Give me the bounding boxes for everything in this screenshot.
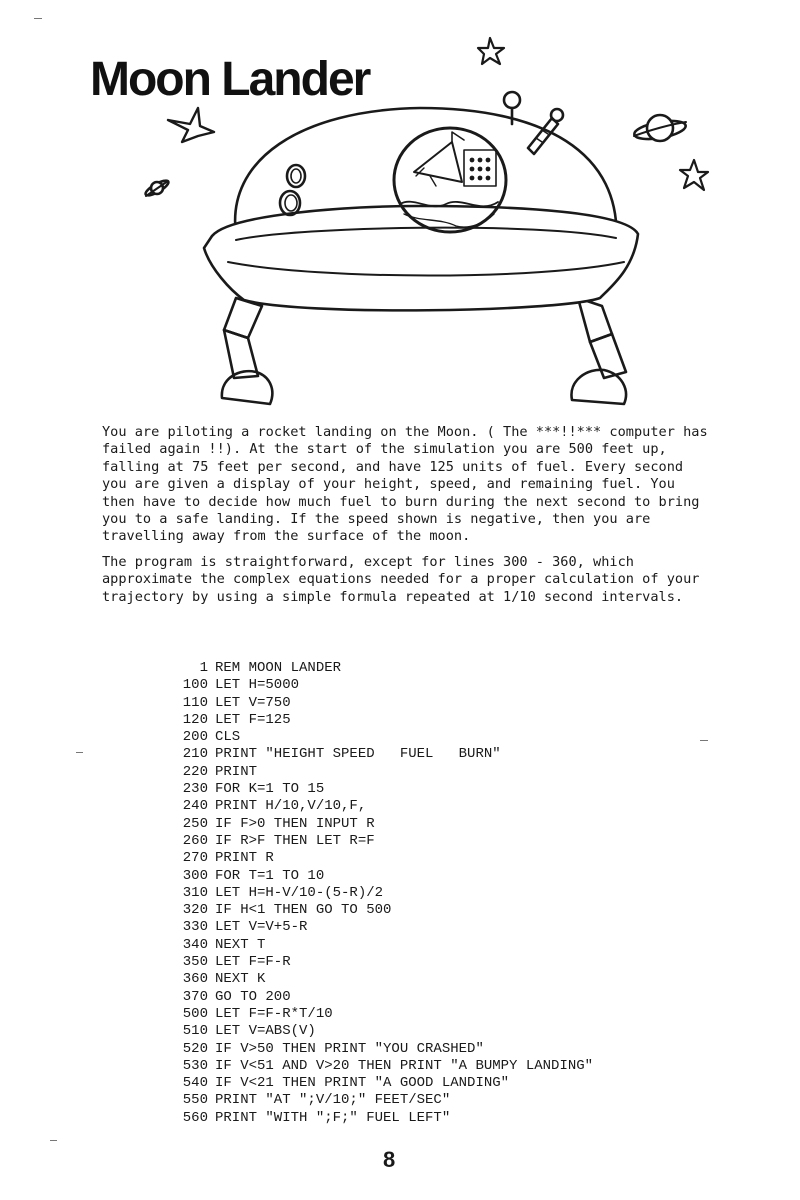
statement: LET V=750 xyxy=(215,694,291,711)
line-number: 240 xyxy=(182,798,208,815)
scan-mark xyxy=(76,752,83,753)
line-number: 100 xyxy=(182,677,208,694)
line-number: 310 xyxy=(182,884,208,901)
line-number: 230 xyxy=(182,781,208,798)
statement: PRINT "HEIGHT SPEED FUEL BURN" xyxy=(215,746,501,763)
line-number: 370 xyxy=(182,988,208,1005)
intro-text xyxy=(102,424,712,614)
code-line xyxy=(150,660,593,677)
line-number: 350 xyxy=(182,954,208,971)
code-line xyxy=(150,798,593,815)
statement: NEXT K xyxy=(215,971,266,988)
line-number: 360 xyxy=(182,971,208,988)
statement: NEXT T xyxy=(215,936,266,953)
statement: GO TO 200 xyxy=(215,988,291,1005)
line-number: 530 xyxy=(182,1057,208,1074)
code-line xyxy=(150,902,593,919)
statement: PRINT H/10,V/10,F, xyxy=(215,798,367,815)
statement: LET F=125 xyxy=(215,711,291,728)
intro-paragraph: The program is straightforward, except for lines 300 - 360, which approximate the complex equations needed for a proper calculation of your trajectory by using a simple formula repeated at 1/10 second intervals. xyxy=(102,553,700,605)
program-listing xyxy=(150,660,593,1127)
statement: LET F=F-R xyxy=(215,954,291,971)
code-line xyxy=(150,712,593,729)
code-line xyxy=(150,781,593,798)
code-line xyxy=(150,746,593,763)
scan-mark xyxy=(700,740,708,741)
page-number: 8 xyxy=(383,1147,396,1172)
code-line xyxy=(150,677,593,694)
statement: IF F>0 THEN INPUT R xyxy=(215,815,375,832)
left-leg xyxy=(222,298,272,404)
statement: IF V>50 THEN PRINT "YOU CRASHED" xyxy=(215,1040,484,1057)
line-number: 110 xyxy=(182,694,208,711)
line-number: 520 xyxy=(182,1040,208,1057)
right-leg xyxy=(571,298,626,404)
statement: LET H=5000 xyxy=(215,677,300,694)
statement: PRINT "AT ";V/10;" FEET/SEC" xyxy=(215,1092,451,1109)
statement: REM MOON LANDER xyxy=(215,660,342,676)
code-line xyxy=(150,1075,593,1092)
statement: PRINT xyxy=(215,763,258,780)
statement: CLS xyxy=(215,729,241,746)
line-number: 510 xyxy=(182,1023,208,1040)
statement: LET V=V+5-R xyxy=(215,919,308,936)
code-line xyxy=(150,695,593,712)
line-number: 560 xyxy=(182,1109,208,1126)
line-number: 550 xyxy=(182,1092,208,1109)
statement: IF R>F THEN LET R=F xyxy=(215,832,375,849)
code-line xyxy=(150,989,593,1006)
planet-right xyxy=(633,115,687,142)
code-line xyxy=(150,1058,593,1075)
code-line xyxy=(150,1041,593,1058)
code-line xyxy=(150,1092,593,1109)
statement: FOR T=1 TO 10 xyxy=(215,867,325,884)
line-number: 330 xyxy=(182,919,208,936)
statement: IF V<51 AND V>20 THEN PRINT "A BUMPY LANDING" xyxy=(215,1057,594,1074)
lander-illustration xyxy=(0,0,800,420)
star-right xyxy=(680,160,708,190)
statement: PRINT R xyxy=(215,850,274,867)
code-line xyxy=(150,1110,593,1127)
star-left xyxy=(168,108,214,142)
line-number: 270 xyxy=(182,850,208,867)
code-line xyxy=(150,885,593,902)
line-number: 540 xyxy=(182,1075,208,1092)
code-line xyxy=(150,1023,593,1040)
saucer-hull xyxy=(204,206,638,310)
code-line xyxy=(150,919,593,936)
line-number: 250 xyxy=(182,815,208,832)
line-number: 340 xyxy=(182,936,208,953)
statement: IF V<21 THEN PRINT "A GOOD LANDING" xyxy=(215,1075,510,1092)
statement: FOR K=1 TO 15 xyxy=(215,781,325,798)
statement: LET F=F-R*T/10 xyxy=(215,1005,333,1022)
code-line xyxy=(150,833,593,850)
code-line xyxy=(150,868,593,885)
line-number: 210 xyxy=(182,746,208,763)
line-number: 320 xyxy=(182,902,208,919)
page-title: Moon Lander xyxy=(90,53,370,106)
line-number: 260 xyxy=(182,832,208,849)
planet-left xyxy=(144,178,171,198)
code-line xyxy=(150,729,593,746)
line-number: 500 xyxy=(182,1005,208,1022)
line-number: 1 xyxy=(199,660,208,676)
code-line xyxy=(150,850,593,867)
code-line xyxy=(150,937,593,954)
star-top xyxy=(478,38,504,64)
scan-mark xyxy=(50,1140,57,1141)
statement: LET V=ABS(V) xyxy=(215,1023,316,1040)
code-line xyxy=(150,971,593,988)
statement: PRINT "WITH ";F;" FUEL LEFT" xyxy=(215,1109,451,1126)
line-number: 300 xyxy=(182,867,208,884)
code-line xyxy=(150,954,593,971)
line-number: 220 xyxy=(182,763,208,780)
line-number: 120 xyxy=(182,711,208,728)
code-line xyxy=(150,764,593,781)
line-number: 200 xyxy=(182,729,208,746)
statement: IF H<1 THEN GO TO 500 xyxy=(215,902,392,919)
scan-mark xyxy=(34,18,42,19)
code-line xyxy=(150,1006,593,1023)
code-line xyxy=(150,816,593,833)
statement: LET H=H-V/10-(5-R)/2 xyxy=(215,884,384,901)
intro-paragraph: You are piloting a rocket landing on the Moon. ( The ***!!*** computer has failed again !!). At the start of the simulation you are 500 feet up, falling at 75 feet per second, and have 125 units of fuel. Every second you are given a display of your height, speed, and remaining fuel. You then have to decide how much fuel to burn during the next second to bring you to a safe landing. If the speed shown is negative, then you are travelling away from the surface of the moon. xyxy=(102,424,708,545)
